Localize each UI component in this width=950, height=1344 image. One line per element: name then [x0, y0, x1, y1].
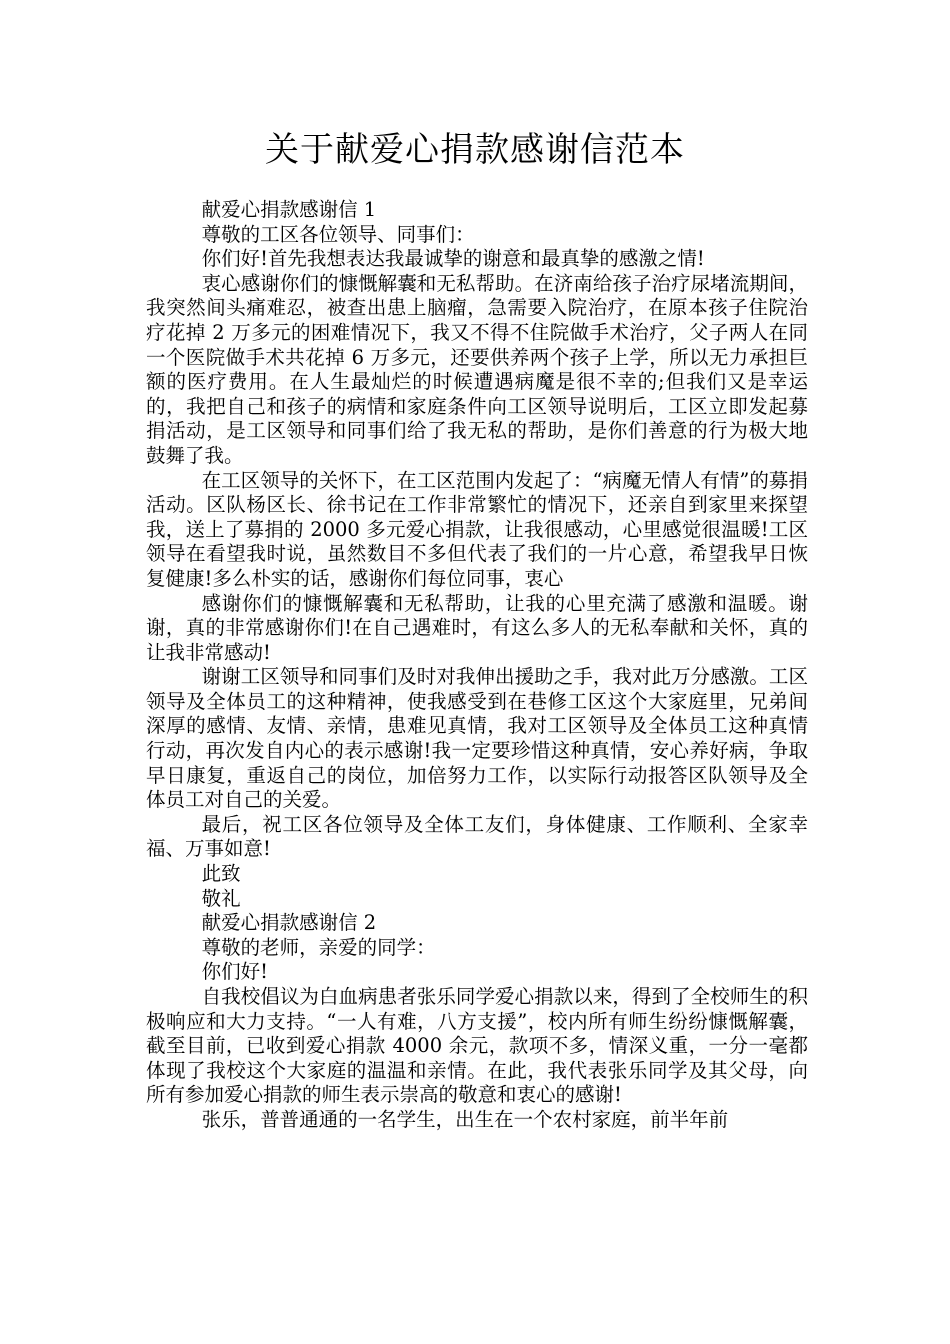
paragraph-section-heading-2: 献爱心捐款感谢信 2	[201, 911, 377, 935]
paragraph-closing-cizhi: 此致	[201, 862, 241, 886]
document-body	[146, 198, 808, 1133]
document-title: 关于献爱心捐款感谢信范本	[265, 130, 685, 170]
paragraph-salutation-1: 尊敬的工区各位领导、同事们：	[201, 222, 475, 246]
paragraph-body: 自我校倡议为白血病患者张乐同学爱心捐款以来，得到了全校师生的积极响应和大力支持。“一人有难，八方支援”，校内所有师生纷纷慷慨解囊，截至目前，已收到爱心捐款 4000 余元，款项不多，情深义重，一分一毫都体现了我校这个大家庭的温温和亲情。在此，我代表张乐同学及其父母，向所有参加爱心捐款的师生表示崇高的敬意和衷心的感谢!	[146, 985, 808, 1107]
paragraph-closing-wishes: 最后，祝工区各位领导及全体工友们，身体健康、工作顺利、全家幸福、万事如意!	[146, 812, 808, 861]
paragraph-section-heading-1: 献爱心捐款感谢信 1	[201, 198, 377, 221]
paragraph-salutation-2: 尊敬的老师，亲爱的同学：	[201, 935, 436, 959]
paragraph-closing-jingli: 敬礼	[201, 886, 241, 910]
paragraph-greeting-2: 你们好!	[201, 960, 268, 984]
paragraph-body: 谢谢工区领导和同事们及时对我伸出援助之手，我对此万分感激。工区领导及全体员工的这种精神，使我感受到在巷修工区这个大家庭里，兄弟间深厚的感情、友情、亲情，患难见真情，我对工区领导及全体员工这种真情行动，再次发自内心的表示感谢!我一定要珍惜这种真情，安心养好病，争取早日康复，重返自己的岗位，加倍努力工作，以实际行动报答区队领导及全体员工对自己的关爱。	[146, 665, 808, 812]
paragraph-body: 在工区领导的关怀下，在工区范围内发起了：“病魔无情人有情”的募捐活动。区队杨区长、徐书记在工作非常繁忙的情况下，还亲自到家里来探望我，送上了募捐的 2000 多元爱心捐款，让我很感动，心里感觉很温暖!工区领导在看望我时说，虽然数目不多但代表了我们的一片心意，希望我早日恢复健康!多么朴实的话，感谢你们每位同事，衷心	[146, 468, 808, 590]
paragraph-body: 张乐，普普通通的一名学生，出生在一个农村家庭，前半年前	[201, 1107, 729, 1131]
paragraph-body: 感谢你们的慷慨解囊和无私帮助，让我的心里充满了感激和温暖。谢谢，真的非常感谢你们!在自己遇难时，有这么多人的无私奉献和关怀，真的让我非常感动!	[146, 591, 808, 664]
paragraph-body: 衷心感谢你们的慷慨解囊和无私帮助。在济南给孩子治疗尿堵流期间，我突然间头痛难忍，被查出患上脑瘤，急需要入院治疗，在原本孩子住院治疗花掉 2 万多元的困难情况下，我又不得不住院做手术治疗，父子两人在同一个医院做手术共花掉 6 万多元，还要供养两个孩子上学，所以无力承担巨额的医疗费用。在人生最灿烂的时候遭遇病魔是很不幸的;但我们又是幸运的，我把自己和孩子的病情和家庭条件向工区领导说明后，工区立即发起募捐活动，是工区领导和同事们给了我无私的帮助，是你们善意的行为极大地鼓舞了我。	[146, 271, 808, 467]
paragraph-greeting-1: 你们好!首先我想表达我最诚挚的谢意和最真挚的感激之情!	[201, 247, 705, 271]
